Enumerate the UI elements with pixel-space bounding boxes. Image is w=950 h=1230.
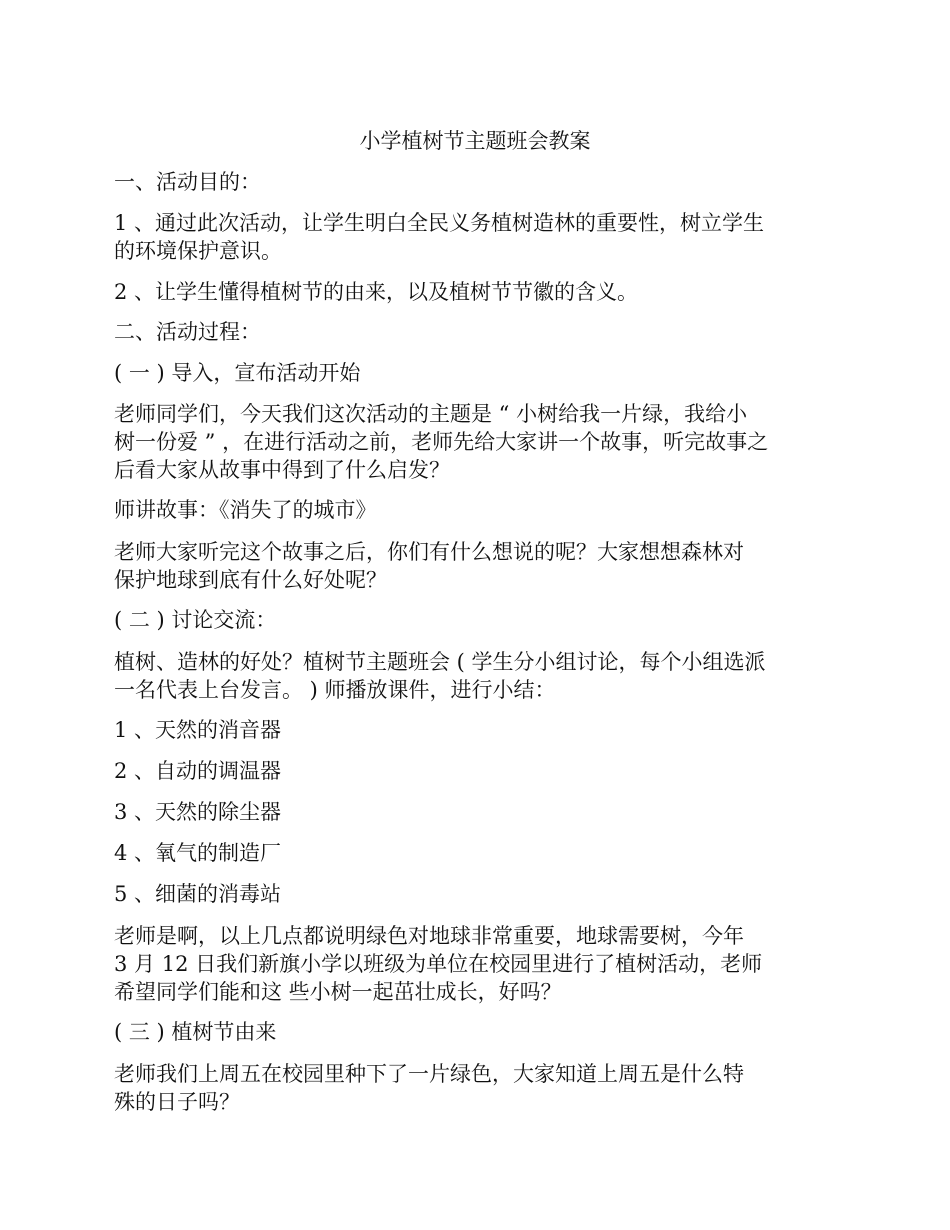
subsection-heading bbox=[114, 359, 844, 387]
text-line: 老师我们上周五在校园里种下了一片绿色，大家知道上周五是什么特 bbox=[114, 1062, 744, 1086]
subsection-heading bbox=[114, 606, 844, 634]
text-line: 2 、让学生懂得植树节的由来，以及植树节节徽的含义。 bbox=[114, 280, 639, 304]
text-line: 3 月 12 日我们新旗小学以班级为单位在校园里进行了植树活动，老师 bbox=[114, 952, 763, 976]
list-item bbox=[114, 798, 844, 826]
paragraph bbox=[114, 278, 844, 306]
text-line: 老师是啊，以上几点都说明绿色对地球非常重要，地球需要树，今年 bbox=[114, 924, 744, 948]
text-line: 老师大家听完这个故事之后，你们有什么想说的呢？大家想想森林对 bbox=[114, 540, 744, 564]
text-line: 植树、造林的好处？植树节主题班会 ( 学生分小组讨论，每个小组选派 bbox=[114, 650, 766, 674]
paragraph bbox=[114, 400, 844, 484]
list-item bbox=[114, 839, 844, 867]
subsection-heading bbox=[114, 1018, 844, 1046]
list-item bbox=[114, 716, 844, 744]
text-line: 1 、天然的消音器 bbox=[114, 718, 282, 742]
text-line: 后看大家从故事中得到了什么启发？ bbox=[114, 458, 450, 482]
text-line: 树一份爱 ” ，在进行活动之前，老师先给大家讲一个故事，听完故事之 bbox=[114, 430, 769, 454]
paragraph bbox=[114, 648, 844, 704]
text-line: 殊的日子吗？ bbox=[114, 1090, 240, 1114]
paragraph bbox=[114, 496, 844, 524]
text-line: 师讲故事：《消失了的城市》 bbox=[114, 498, 377, 522]
text-line: 4 、氧气的制造厂 bbox=[114, 841, 282, 865]
text-line: 二、活动过程： bbox=[114, 320, 261, 344]
text-line: 3 、天然的除尘器 bbox=[114, 800, 282, 824]
list-item bbox=[114, 880, 844, 908]
text-line: 1 、通过此次活动，让学生明白全民义务植树造林的重要性，树立学生 bbox=[114, 211, 765, 235]
text-line: 老师同学们，今天我们这次活动的主题是 “ 小树给我一片绿，我给小 bbox=[114, 402, 748, 426]
text-line: 2 、自动的调温器 bbox=[114, 759, 282, 783]
text-line: ( 二 ) 讨论交流： bbox=[114, 608, 277, 632]
paragraph bbox=[114, 922, 844, 1006]
text-line: 一、活动目的： bbox=[114, 170, 261, 194]
text-line: 希望同学们能和这 些小树一起茁壮成长，好吗？ bbox=[114, 980, 562, 1004]
text-line: 5 、细菌的消毒站 bbox=[114, 882, 282, 906]
text-line: ( 三 ) 植树节由来 bbox=[114, 1020, 277, 1044]
section-heading bbox=[114, 318, 844, 346]
list-item bbox=[114, 757, 844, 785]
text-line: 的环境保护意识。 bbox=[114, 239, 282, 263]
paragraph bbox=[114, 538, 844, 594]
section-heading bbox=[114, 168, 844, 196]
text-line: 一名代表上台发言。 ) 师播放课件，进行小结： bbox=[114, 678, 556, 702]
text-line: 保护地球到底有什么好处呢？ bbox=[114, 568, 387, 592]
document-title: 小学植树节主题班会教案 bbox=[359, 129, 591, 153]
paragraph bbox=[114, 1060, 844, 1116]
paragraph bbox=[114, 209, 844, 265]
text-line: ( 一 ) 导入，宣布活动开始 bbox=[114, 361, 361, 385]
